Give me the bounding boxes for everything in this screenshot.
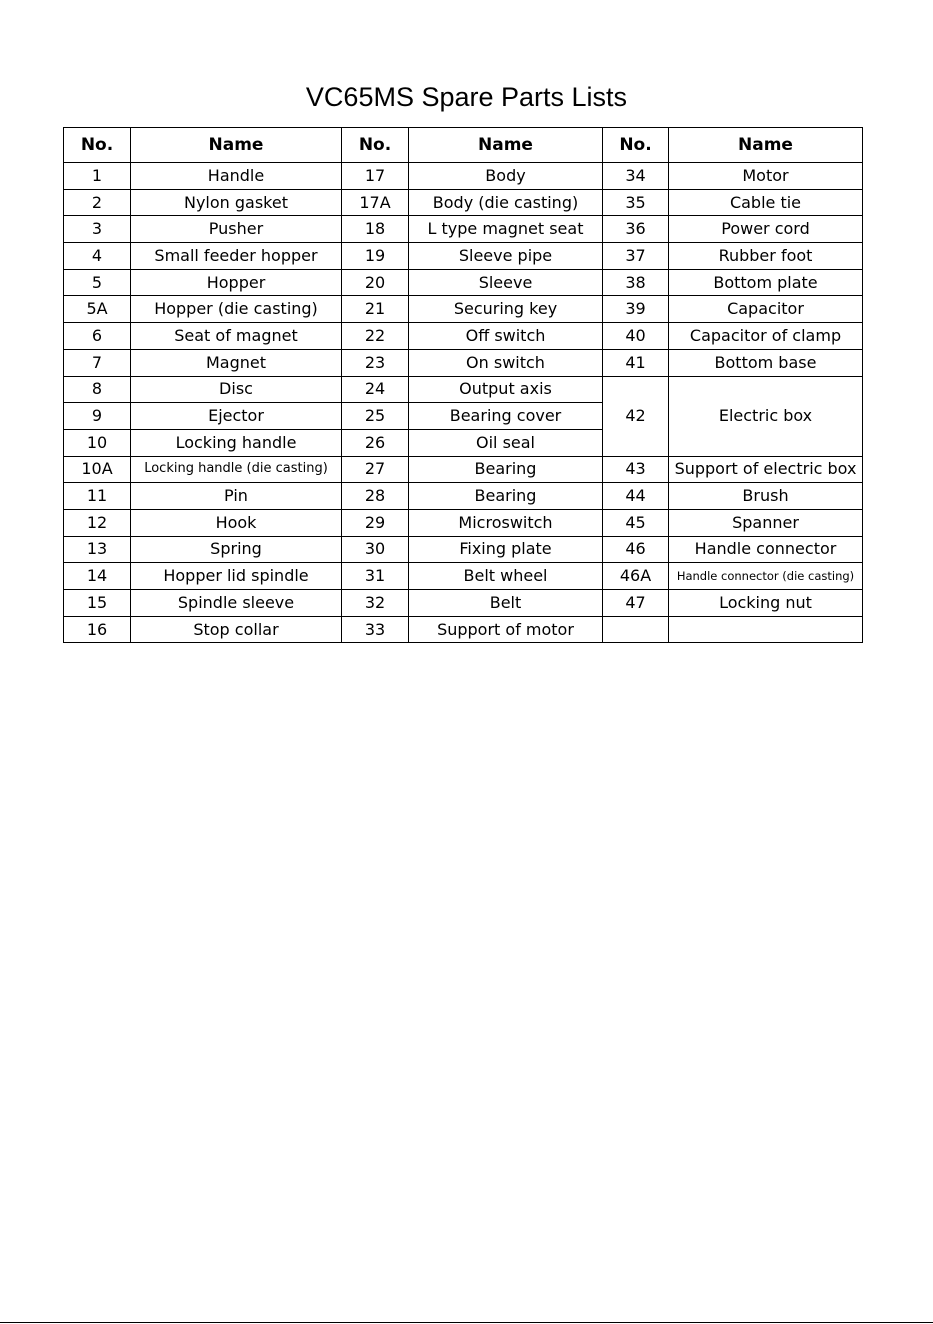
table-row	[64, 509, 863, 536]
part-number: 5A	[64, 296, 131, 323]
part-number: 3	[64, 216, 131, 243]
part-name: Seat of magnet	[131, 323, 342, 350]
table-row	[64, 163, 863, 190]
part-number: 37	[603, 243, 669, 270]
part-name: Locking nut	[669, 590, 863, 617]
part-number: 18	[342, 216, 409, 243]
table-row	[64, 456, 863, 483]
part-number: 32	[342, 590, 409, 617]
part-name: Bottom plate	[669, 269, 863, 296]
table-row	[64, 349, 863, 376]
part-number: 15	[64, 590, 131, 617]
part-name: Hopper	[131, 269, 342, 296]
part-name: Power cord	[669, 216, 863, 243]
part-number: 6	[64, 323, 131, 350]
part-number: 1	[64, 163, 131, 190]
part-number: 33	[342, 616, 409, 643]
part-name	[669, 616, 863, 643]
part-name: Support of electric box	[669, 456, 863, 483]
table-row	[64, 269, 863, 296]
part-name: Support of motor	[409, 616, 603, 643]
part-number: 27	[342, 456, 409, 483]
part-name: Securing key	[409, 296, 603, 323]
part-name: Electric box	[669, 376, 863, 456]
table-row	[64, 216, 863, 243]
part-number: 23	[342, 349, 409, 376]
part-number: 40	[603, 323, 669, 350]
part-name: Pusher	[131, 216, 342, 243]
part-name: Locking handle (die casting)	[131, 456, 342, 483]
page-title: VC65MS Spare Parts Lists	[305, 82, 628, 112]
part-number: 10A	[64, 456, 131, 483]
part-name: Hook	[131, 509, 342, 536]
table-row	[64, 616, 863, 643]
table-header-row	[64, 128, 863, 163]
part-name: Belt wheel	[409, 563, 603, 590]
table-row	[64, 376, 863, 403]
page-bottom-rule	[0, 1322, 933, 1323]
part-name: Stop collar	[131, 616, 342, 643]
part-name: L type magnet seat	[409, 216, 603, 243]
part-name: Bearing	[409, 456, 603, 483]
part-number: 46A	[603, 563, 669, 590]
part-number: 17A	[342, 189, 409, 216]
part-number: 34	[603, 163, 669, 190]
table-row	[64, 243, 863, 270]
table-row	[64, 536, 863, 563]
part-number: 26	[342, 429, 409, 456]
part-name: Spindle sleeve	[131, 590, 342, 617]
part-name: Off switch	[409, 323, 603, 350]
part-name: Ejector	[131, 403, 342, 430]
part-number: 5	[64, 269, 131, 296]
part-number: 24	[342, 376, 409, 403]
part-name: Output axis	[409, 376, 603, 403]
column-header-name: Name	[669, 128, 863, 163]
part-number: 41	[603, 349, 669, 376]
part-number: 20	[342, 269, 409, 296]
part-name: Brush	[669, 483, 863, 510]
column-header-number: No.	[342, 128, 409, 163]
part-name: Body	[409, 163, 603, 190]
part-number: 14	[64, 563, 131, 590]
table-row	[64, 563, 863, 590]
part-number: 12	[64, 509, 131, 536]
part-name: Disc	[131, 376, 342, 403]
part-name: On switch	[409, 349, 603, 376]
part-number: 28	[342, 483, 409, 510]
table-row	[64, 189, 863, 216]
part-number: 31	[342, 563, 409, 590]
part-number: 4	[64, 243, 131, 270]
part-number: 13	[64, 536, 131, 563]
part-name: Capacitor	[669, 296, 863, 323]
part-number: 39	[603, 296, 669, 323]
part-number: 2	[64, 189, 131, 216]
part-name: Oil seal	[409, 429, 603, 456]
part-number: 8	[64, 376, 131, 403]
part-name: Handle connector (die casting)	[669, 563, 863, 590]
table-row	[64, 323, 863, 350]
column-header-name: Name	[409, 128, 603, 163]
table-row	[64, 483, 863, 510]
part-number: 10	[64, 429, 131, 456]
part-name: Sleeve pipe	[409, 243, 603, 270]
part-number: 44	[603, 483, 669, 510]
part-name: Locking handle	[131, 429, 342, 456]
part-name: Pin	[131, 483, 342, 510]
part-name: Rubber foot	[669, 243, 863, 270]
part-name: Bearing cover	[409, 403, 603, 430]
part-name: Nylon gasket	[131, 189, 342, 216]
part-name: Handle	[131, 163, 342, 190]
part-number: 47	[603, 590, 669, 617]
part-name: Cable tie	[669, 189, 863, 216]
part-number: 16	[64, 616, 131, 643]
part-name: Handle connector	[669, 536, 863, 563]
column-header-name: Name	[131, 128, 342, 163]
part-number	[603, 616, 669, 643]
part-name: Bottom base	[669, 349, 863, 376]
part-name: Small feeder hopper	[131, 243, 342, 270]
part-name: Microswitch	[409, 509, 603, 536]
part-name: Capacitor of clamp	[669, 323, 863, 350]
part-number: 9	[64, 403, 131, 430]
column-header-number: No.	[64, 128, 131, 163]
part-name: Spanner	[669, 509, 863, 536]
part-name: Hopper (die casting)	[131, 296, 342, 323]
part-name: Magnet	[131, 349, 342, 376]
part-number: 38	[603, 269, 669, 296]
table-row	[64, 590, 863, 617]
part-name: Spring	[131, 536, 342, 563]
part-number: 25	[342, 403, 409, 430]
part-name: Bearing	[409, 483, 603, 510]
spare-parts-table	[63, 127, 863, 643]
part-name: Body (die casting)	[409, 189, 603, 216]
part-number: 21	[342, 296, 409, 323]
part-number: 29	[342, 509, 409, 536]
part-number: 19	[342, 243, 409, 270]
part-name: Hopper lid spindle	[131, 563, 342, 590]
part-number: 35	[603, 189, 669, 216]
part-name: Sleeve	[409, 269, 603, 296]
table-row	[64, 296, 863, 323]
part-number: 43	[603, 456, 669, 483]
part-number: 36	[603, 216, 669, 243]
part-name: Belt	[409, 590, 603, 617]
part-number: 42	[603, 376, 669, 456]
part-name: Fixing plate	[409, 536, 603, 563]
part-number: 7	[64, 349, 131, 376]
part-name: Motor	[669, 163, 863, 190]
column-header-number: No.	[603, 128, 669, 163]
part-number: 46	[603, 536, 669, 563]
part-number: 11	[64, 483, 131, 510]
part-number: 22	[342, 323, 409, 350]
part-number: 17	[342, 163, 409, 190]
part-number: 45	[603, 509, 669, 536]
part-number: 30	[342, 536, 409, 563]
